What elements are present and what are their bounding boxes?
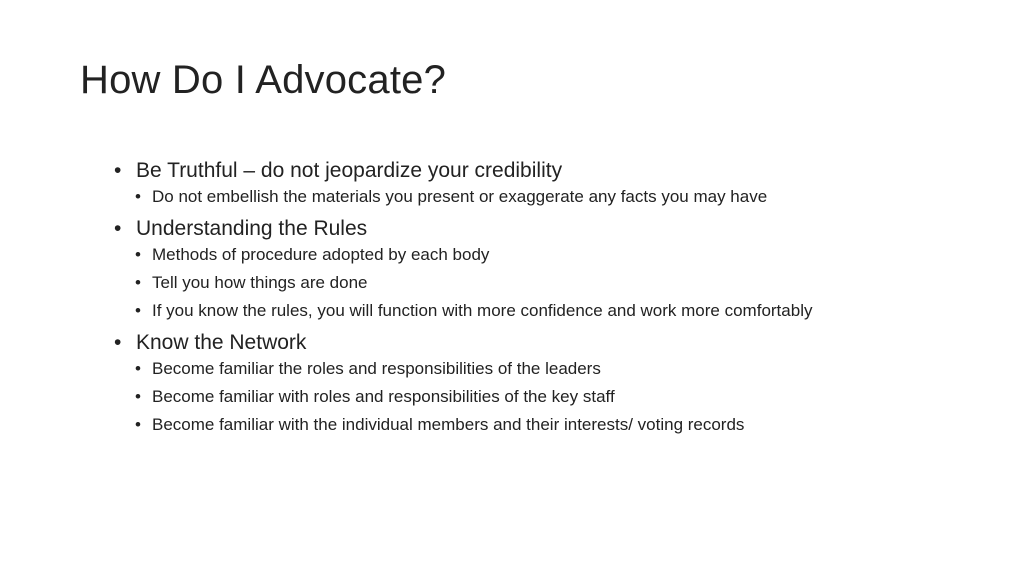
sub-bullet-text: Methods of procedure adopted by each body <box>152 245 490 264</box>
bullet-item-truthful <box>114 156 914 186</box>
sub-bullet-item <box>114 300 914 322</box>
sub-bullet-text: Become familiar the roles and responsibilities of the leaders <box>152 359 601 378</box>
bullet-list <box>114 156 914 442</box>
bullet-text: Know the Network <box>136 331 307 354</box>
bullet-icon: • <box>135 387 141 406</box>
bullet-icon: • <box>135 245 141 264</box>
sub-bullet-text: Become familiar with roles and responsibilities of the key staff <box>152 387 615 406</box>
bullet-icon: • <box>114 331 122 354</box>
bullet-icon: • <box>135 273 141 292</box>
bullet-text: Be Truthful – do not jeopardize your credibility <box>136 159 563 182</box>
sub-list-rules <box>114 244 914 322</box>
sub-bullet-item <box>114 414 914 436</box>
sub-bullet-item <box>114 186 914 208</box>
bullet-icon: • <box>135 301 141 320</box>
bullet-icon: • <box>135 359 141 378</box>
bullet-item-rules <box>114 214 914 244</box>
sub-bullet-item <box>114 272 914 294</box>
sub-bullet-item <box>114 244 914 266</box>
sub-bullet-text: Become familiar with the individual members and their interests/ voting records <box>152 415 745 434</box>
bullet-text: Understanding the Rules <box>136 217 368 240</box>
bullet-icon: • <box>114 159 122 182</box>
slide-title: How Do I Advocate? <box>80 58 447 102</box>
sub-bullet-item <box>114 386 914 408</box>
bullet-icon: • <box>135 187 141 206</box>
sub-bullet-text: If you know the rules, you will function with more confidence and work more comfortably <box>152 301 813 320</box>
bullet-item-network <box>114 328 914 358</box>
sub-bullet-text: Tell you how things are done <box>152 273 368 292</box>
bullet-icon: • <box>135 415 141 434</box>
sub-bullet-item <box>114 358 914 380</box>
sub-bullet-text: Do not embellish the materials you present or exaggerate any facts you may have <box>152 187 768 206</box>
bullet-icon: • <box>114 217 122 240</box>
sub-list-truthful <box>114 186 914 208</box>
sub-list-network <box>114 358 914 436</box>
